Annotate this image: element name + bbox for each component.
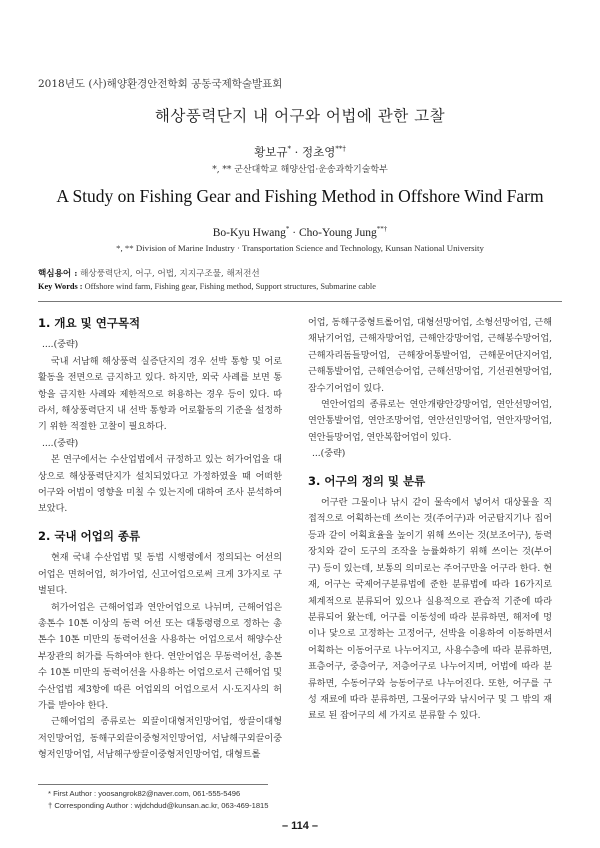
paragraph: 어구란 그물이나 낚시 같이 물속에서 넣어서 대상물을 직접적으로 어획하는데 쓰이는 것(주어구)과 어군탐지기나 집어등과 같이 어획효율을 높이기 위해 쓰이는 것(보조어구), 동력장치와 같이 도구의 조작을 능률화하기 위해 쓰이는 것(부어구) 등이 있는데, 보통의 의미로는 주어구만을 어구라 한다. 현재, 어구는 국제어구분류법에 준한 분류법에 따라 16가지로 체계적으로 분류되어 있으나 실용적으로 관습적 기준에 따라 분류되어 왔는데, 어구를 이동성에 따라 분류하면, 해저에 멍이나 닻으로 고정하는 고정어구, 선박을 이용하여 이동하면서 어획하는 이동어구로 나누어지고, 사용수층에 따라 분류하면, 표층어구, 중층어구, 저층어구로 나누어지며, 어법에 따라 분류하면, 수동어구와 능동어구로 나누어진다. 또한, 어구를 구성 재료에 따라 분류하면, 그물어구와 낚시어구 및 그 밖의 재료로 된 잡어구의 세 가지로 분류할 수 있다. — [308, 498, 552, 722]
keywords-english-text: Offshore wind farm, Fishing gear, Fishing method, Support structures, Submarine cable — [82, 282, 376, 291]
paragraph: 허가어업은 근해어업과 연안어업으로 나뉘며, 근해어업은 총톤수 10톤 이상의 동력 어선 또는 대통령령으로 정하는 총톤수 10톤 미만의 동력어선을 사용하는 어업으로서 해양수산부장관의 허가를 득하여야 한다. 연안어업은 무동력어선, 총톤수 10톤 미만의 동력어선을 사용하는 어업으로서 근해어업 및 수산업법 제3항에 따른 어업외의 어업으로서 시·도지사의 허가를 받아야 한다. — [38, 602, 282, 711]
author-1-en: Bo-Kyu Hwang — [212, 227, 286, 239]
paragraph: 연안어업의 종류로는 연안개량안강망어업, 연안선망어업, 연안통발어업, 연안조망어업, 연안선인망어업, 연안자망어업, 연안들망어업, 연안복합어업이 있다. — [308, 400, 552, 443]
author-2-en: Cho-Young Jung — [298, 227, 377, 239]
author-separator-en: · — [289, 227, 299, 239]
footnote-text: First Author : yoosangrok82@naver.com, 061-555-5496 — [50, 789, 241, 798]
left-column — [38, 315, 282, 764]
author-separator: · — [291, 145, 302, 159]
author-2-en-mark: **† — [376, 225, 388, 234]
right-column — [308, 315, 552, 725]
keywords-english — [38, 282, 376, 291]
author-2-ko-mark: **† — [335, 145, 346, 154]
affiliation-korean: *, ** 군산대학교 해양산업·운송과학기술학부 — [212, 165, 388, 175]
keywords-korean-label: 핵심용어 : — [38, 269, 78, 279]
footnote-divider — [38, 784, 268, 785]
paragraph: 현재 국내 수산업법 및 동법 시행령에서 정의되는 어선의 어업은 면허어업, 허가어업, 신고어업으로써 크게 3가지로 구별된다. — [38, 553, 282, 597]
footnote-mark: * — [48, 789, 51, 798]
omission-note: ...(중략) — [312, 449, 346, 460]
section-3-heading: 3. 어구의 정의 및 분류 — [308, 473, 426, 488]
keywords-korean-text: 해상풍력단지, 어구, 어법, 지지구조물, 해저전선 — [77, 269, 260, 279]
author-2-ko: 정초영 — [301, 145, 336, 159]
footnote-text: Corresponding Author : wjdchdud@kunsan.ac.kr, 063-469-1815 — [52, 801, 269, 810]
paragraph: 근해어업의 종류로는 외끌이대형저인망어업, 쌍끌이대형저인망어업, 동해구외끌이중형저인망어업, 서남해구외끌이중형저인망어업, 서남해구쌍끌이중형저인망어업, 대형트롤 — [38, 717, 282, 761]
footnote-mark: † — [48, 801, 53, 810]
title-korean: 해상풍력단지 내 어구와 어법에 관한 고찰 — [154, 107, 446, 125]
authors-korean — [0, 144, 600, 160]
author-1-ko-mark: * — [287, 145, 292, 154]
author-1-en-mark: * — [285, 225, 290, 234]
footnote-corresponding-author — [48, 801, 269, 810]
paragraph: 국내 서남해 해상풍력 실증단지의 경우 선박 통항 및 어로활동을 전면으로 금지하고 있다. 하지만, 외국 사례를 보면 통항을 금지한 사례와 제한적으로 허용하는 경우 등이 있다. 따라서, 해상풍력단지 내 선박 통항과 어로활동의 기준을 설정하기 위한 적절한 고찰이 필요하다. — [38, 356, 282, 433]
keywords-english-label: Key Words : — [38, 282, 83, 291]
authors-english — [0, 227, 600, 239]
title-english: A Study on Fishing Gear and Fishing Method in Offshore Wind Farm — [56, 186, 544, 206]
omission-note: ....(중략) — [42, 438, 79, 449]
page-number: – 114 – — [281, 820, 319, 832]
footnote-first-author — [48, 789, 240, 798]
paragraph: 본 연구에서는 수산업법에서 규정하고 있는 허가어업을 대상으로 해상풍력단지가 설치되었다고 가정하였을 때 어떠한 어구와 어법이 영향을 미칠 수 있는지에 대하여 조사 분석하여 보았다. — [38, 455, 282, 515]
section-2-heading: 2. 국내 어업의 종류 — [38, 528, 141, 543]
keywords-divider — [38, 301, 562, 302]
affiliation-english: *, ** Division of Marine Industry · Transportation Science and Technology, Kunsan National University — [116, 243, 484, 253]
author-1-ko: 황보규 — [254, 145, 288, 159]
omission-note: ....(중략) — [42, 340, 79, 351]
section-1-heading: 1. 개요 및 연구목적 — [38, 316, 141, 330]
paragraph: 어업, 동해구중형트롤어업, 대형선망어업, 소형선망어업, 근해채낚기어업, 근해자망어업, 근해안강망어업, 근해봉수망어업, 근해자리돔들망어업, 근해장어통발어업, 근해문어단지어업, 근해통발어업, 근해연승어업, 근해선망어업, 기선권현망어업, 잠수기어업이 있다. — [308, 318, 552, 394]
conference-header: 2018년도 (사)해양환경안전학회 공동국제학술발표회 — [38, 78, 283, 90]
keywords-korean — [38, 267, 260, 279]
